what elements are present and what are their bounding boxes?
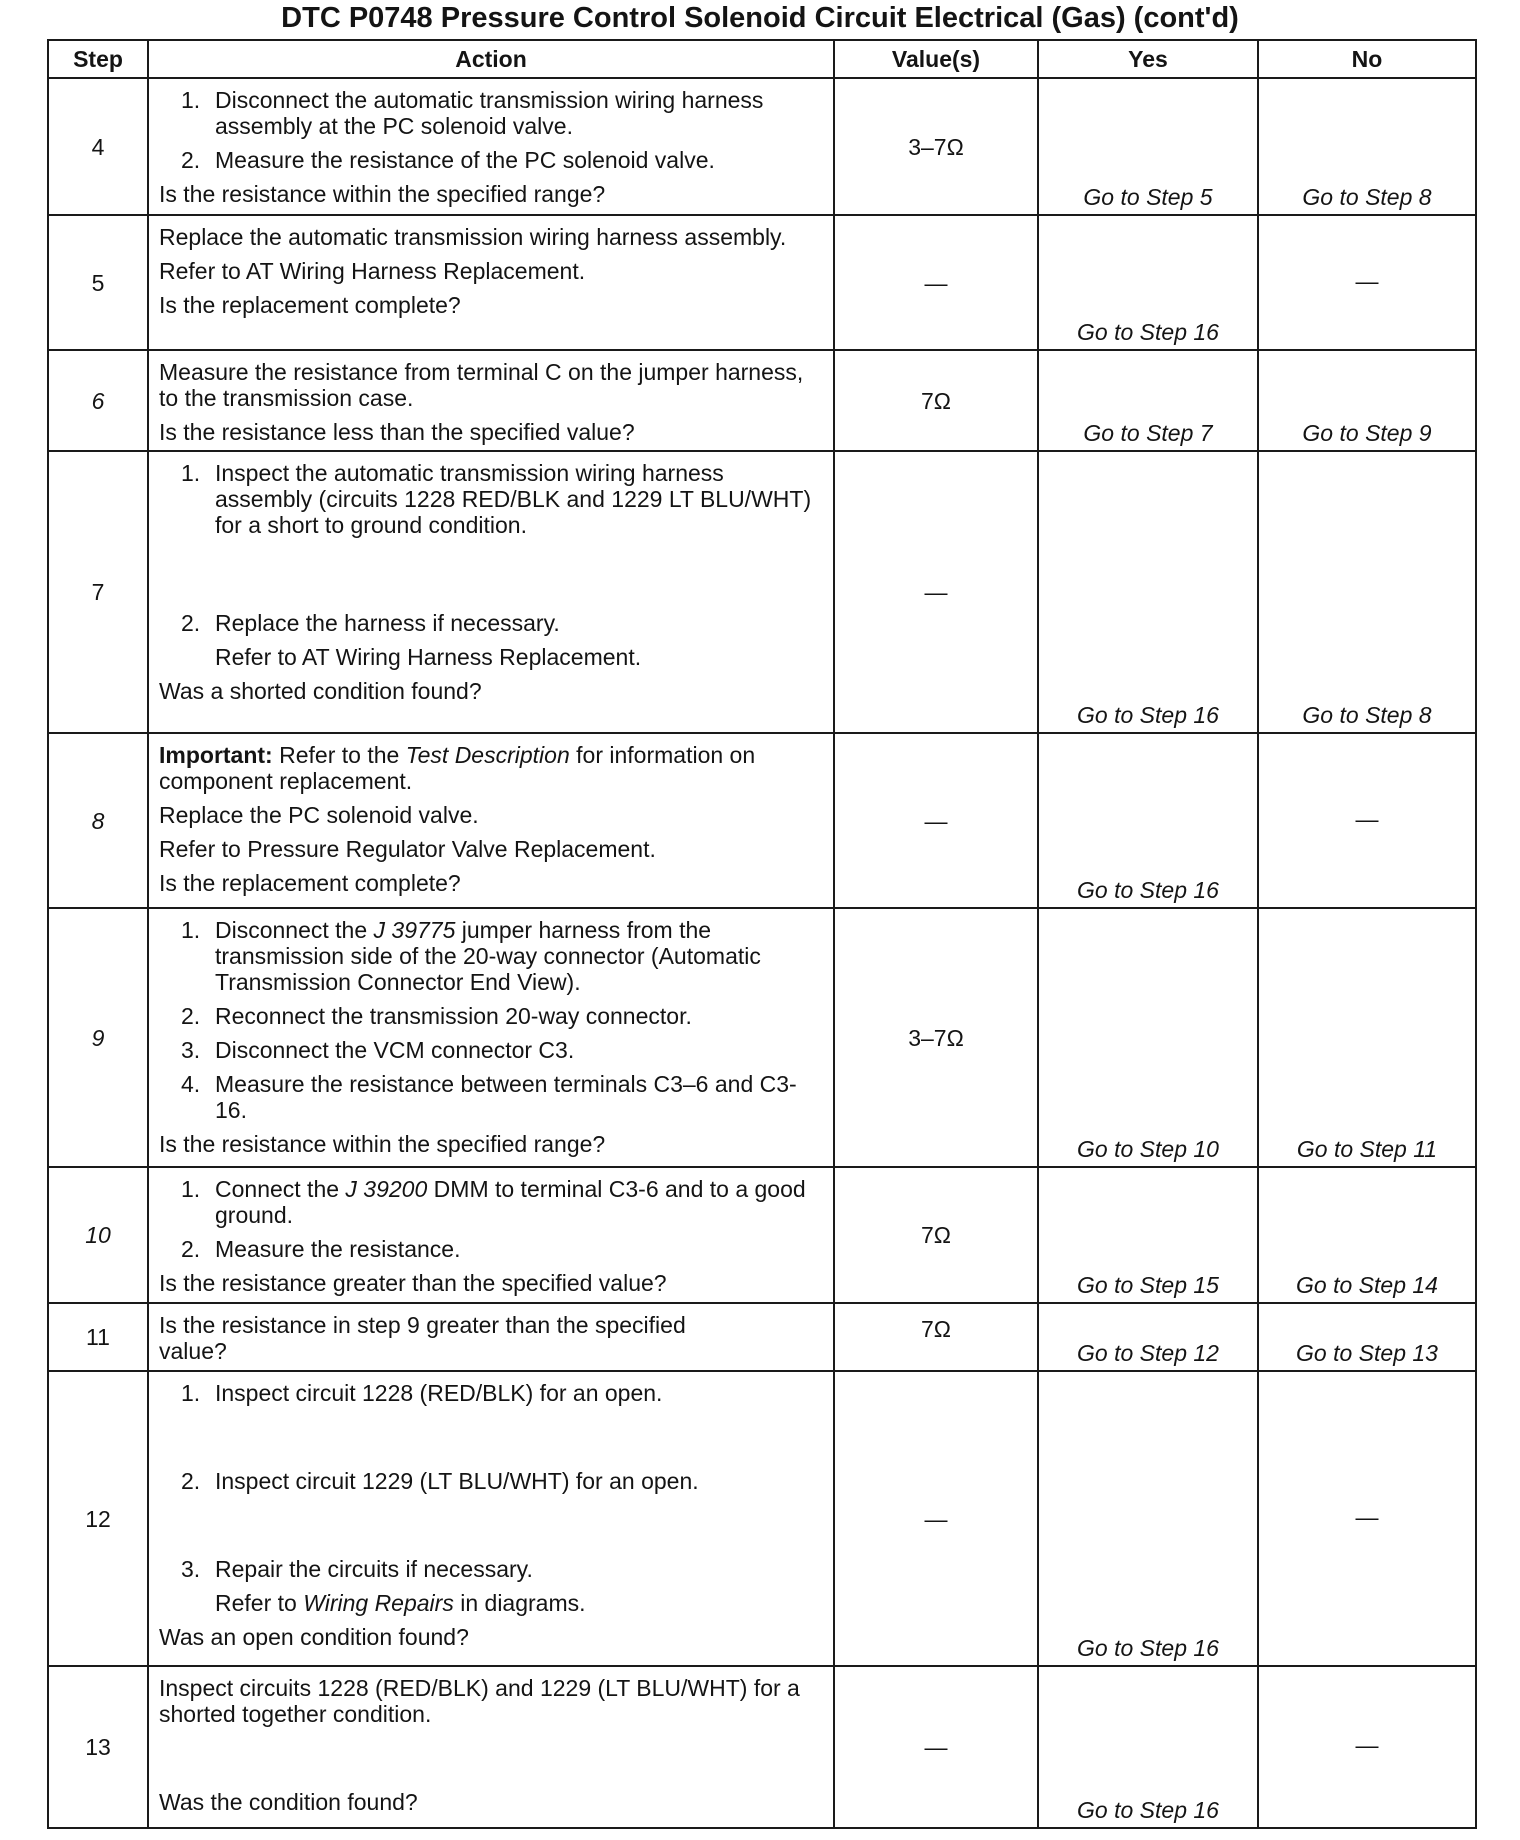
action-item: Measure the resistance between terminals C3–6 and C3-16. (215, 1071, 797, 1123)
action-item: Inspect circuit 1228 (RED/BLK) for an open. (215, 1380, 663, 1406)
header-values: Value(s) (834, 40, 1038, 78)
value-cell: 7Ω (834, 1167, 1038, 1303)
action-question: Is the replacement complete? (159, 292, 461, 318)
action-line: Replace the PC solenoid valve. (159, 802, 479, 828)
value-cell: — (834, 733, 1038, 908)
no-cell: — (1258, 733, 1476, 908)
action-subline: Refer to AT Wiring Harness Replacement. (215, 644, 642, 670)
no-cell: Go to Step 13 (1258, 1303, 1476, 1371)
item-number: 2. (181, 610, 201, 636)
header-no: No (1258, 40, 1476, 78)
action-cell (148, 1303, 834, 1371)
action-question: Was a shorted condition found? (159, 678, 482, 704)
action-item: Disconnect the J 39775 jumper harness from the transmission side of the 20-way connector (Automatic Transmission Connector End View). (215, 917, 761, 995)
value-cell: 7Ω (834, 1303, 1038, 1371)
action-cell (148, 1371, 834, 1666)
item-number: 1. (181, 460, 201, 486)
action-item: Repair the circuits if necessary. (215, 1556, 533, 1582)
step-number: 11 (86, 1324, 110, 1350)
item-number: 2. (181, 1236, 201, 1262)
action-line: Refer to Pressure Regulator Valve Replacement. (159, 836, 656, 862)
action-question: Is the replacement complete? (159, 870, 461, 896)
yes-cell: Go to Step 16 (1038, 1371, 1258, 1666)
yes-cell: Go to Step 10 (1038, 908, 1258, 1167)
action-question: Is the resistance greater than the specified value? (159, 1270, 667, 1296)
step-number: 6 (91, 387, 105, 414)
yes-cell: Go to Step 5 (1038, 78, 1258, 215)
table-row (48, 215, 1476, 350)
item-number: 3. (181, 1037, 201, 1063)
action-question: Is the resistance in step 9 greater than the specified value? (159, 1312, 686, 1364)
action-question: Is the resistance less than the specified value? (159, 419, 635, 445)
table-row (48, 1371, 1476, 1666)
action-cell (148, 350, 834, 451)
yes-cell: Go to Step 16 (1038, 215, 1258, 350)
value-cell: 3–7Ω (834, 908, 1038, 1167)
diagnostic-table (47, 39, 1477, 1829)
no-cell: — (1258, 215, 1476, 350)
header-yes: Yes (1038, 40, 1258, 78)
action-cell (148, 78, 834, 215)
document-title: DTC P0748 Pressure Control Solenoid Circuit Electrical (Gas) (cont'd) (281, 2, 1239, 34)
yes-cell: Go to Step 7 (1038, 350, 1258, 451)
header-row (48, 40, 1476, 78)
value-cell: — (834, 1371, 1038, 1666)
no-cell: Go to Step 11 (1258, 908, 1476, 1167)
item-number: 3. (181, 1556, 201, 1582)
yes-cell: Go to Step 15 (1038, 1167, 1258, 1303)
item-number: 1. (181, 87, 201, 113)
header-step: Step (48, 40, 148, 78)
action-question: Was the condition found? (159, 1789, 418, 1815)
action-cell (148, 1167, 834, 1303)
step-number: 12 (85, 1505, 111, 1532)
step-number: 10 (85, 1222, 111, 1248)
action-cell (148, 733, 834, 908)
step-number: 13 (85, 1734, 111, 1760)
tool-ref: J 39775 (373, 917, 456, 943)
value-cell: — (834, 451, 1038, 733)
no-cell: — (1258, 1666, 1476, 1828)
action-cell (148, 908, 834, 1167)
table-row (48, 1303, 1476, 1371)
action-item: Connect the J 39200 DMM to terminal C3-6 and to a good ground. (215, 1176, 806, 1228)
action-question: Was an open condition found? (159, 1624, 469, 1650)
table-row (48, 908, 1476, 1167)
item-number: 1. (181, 1380, 201, 1406)
action-cell (148, 1666, 834, 1828)
table-row (48, 1666, 1476, 1828)
table-row (48, 78, 1476, 215)
action-item: Inspect circuit 1229 (LT BLU/WHT) for an open. (215, 1468, 699, 1494)
yes-cell: Go to Step 16 (1038, 1666, 1258, 1828)
wiring-repairs-ref: Wiring Repairs (303, 1590, 454, 1616)
item-number: 2. (181, 147, 201, 173)
action-cell (148, 451, 834, 733)
value-cell: — (834, 215, 1038, 350)
item-number: 2. (181, 1003, 201, 1029)
important-note: Important: Refer to the Test Description for information on component replacement. (159, 742, 756, 794)
action-item: Replace the harness if necessary. (215, 610, 560, 636)
table-row (48, 451, 1476, 733)
item-number: 2. (181, 1468, 201, 1494)
step-number: 7 (91, 579, 105, 605)
no-cell: Go to Step 14 (1258, 1167, 1476, 1303)
item-number: 1. (181, 917, 201, 943)
item-number: 1. (181, 1176, 201, 1202)
value-cell: 3–7Ω (834, 78, 1038, 215)
action-item: Inspect the automatic transmission wiring harness assembly (circuits 1228 RED/BLK and 1229 LT BLU/WHT) for a short to ground condition. (215, 460, 812, 538)
action-subline: Refer to Wiring Repairs in diagrams. (215, 1590, 586, 1616)
no-cell: Go to Step 8 (1258, 451, 1476, 733)
value-cell: — (834, 1666, 1038, 1828)
step-number: 4 (91, 133, 105, 160)
action-item: Reconnect the transmission 20-way connector. (215, 1003, 692, 1029)
value-cell: 7Ω (834, 350, 1038, 451)
action-question: Is the resistance within the specified range? (159, 1131, 606, 1157)
action-item: Disconnect the VCM connector C3. (215, 1037, 575, 1063)
action-item: Measure the resistance. (215, 1236, 461, 1262)
tool-ref: J 39200 (345, 1176, 428, 1202)
action-cell (148, 215, 834, 350)
no-cell: Go to Step 8 (1258, 78, 1476, 215)
important-label: Important: (159, 742, 273, 768)
action-item: Measure the resistance of the PC solenoid valve. (215, 147, 715, 173)
action-item: Disconnect the automatic transmission wiring harness assembly at the PC solenoid valve. (215, 87, 764, 139)
test-description-ref: Test Description (405, 742, 570, 768)
step-number: 9 (91, 1024, 105, 1051)
yes-cell: Go to Step 12 (1038, 1303, 1258, 1371)
item-number: 4. (181, 1071, 201, 1097)
yes-cell: Go to Step 16 (1038, 733, 1258, 908)
yes-cell: Go to Step 16 (1038, 451, 1258, 733)
table-row (48, 350, 1476, 451)
header-action: Action (148, 40, 834, 78)
no-cell: Go to Step 9 (1258, 350, 1476, 451)
no-cell: — (1258, 1371, 1476, 1666)
step-number: 5 (91, 269, 105, 296)
action-question: Is the resistance within the specified range? (159, 181, 606, 207)
table-row (48, 1167, 1476, 1303)
action-line: Refer to AT Wiring Harness Replacement. (159, 258, 586, 284)
action-line: Measure the resistance from terminal C on the jumper harness, to the transmission case. (159, 359, 804, 411)
action-line: Replace the automatic transmission wiring harness assembly. (159, 224, 787, 250)
step-number: 8 (91, 807, 105, 834)
action-line: Inspect circuits 1228 (RED/BLK) and 1229 (LT BLU/WHT) for a shorted together condition. (159, 1675, 800, 1727)
table-row (48, 733, 1476, 908)
